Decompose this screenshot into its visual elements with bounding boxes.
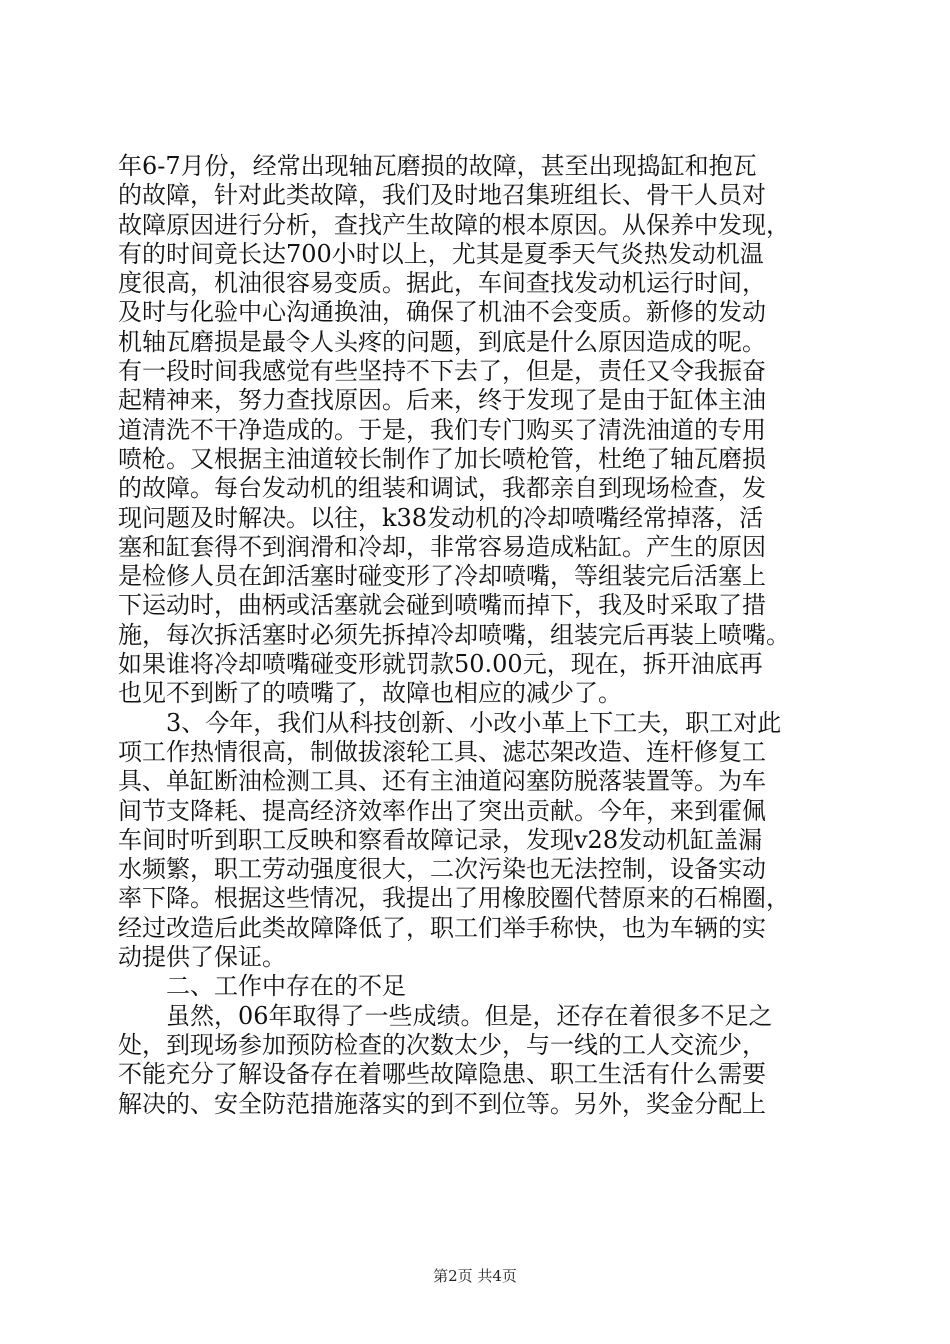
- text-line: 二、工作中存在的不足: [118, 972, 406, 1001]
- body-text: [118, 152, 838, 1119]
- text-line: 间节支降耗、提高经济效率作出了突出贡献。今年，来到霍佩: [118, 796, 766, 825]
- text-line: 不能充分了解设备存在着哪些故障隐患、职工生活有什么需要: [118, 1060, 766, 1089]
- text-line: 的故障。每台发动机的组装和调试，我都亲自到现场检查，发: [118, 474, 766, 503]
- text-line: 及时与化验中心沟通换油，确保了机油不会变质。新修的发动: [118, 298, 766, 327]
- text-line: 年6-7月份，经常出现轴瓦磨损的故障，甚至出现捣缸和抱瓦: [118, 152, 757, 180]
- text-line: 下运动时，曲柄或活塞就会碰到喷嘴而掉下，我及时采取了措: [118, 591, 766, 620]
- text-line: 机轴瓦磨损是最令人头疼的问题，到底是什么原因造成的呢。: [118, 327, 766, 356]
- text-line: 有的时间竟长达700小时以上，尤其是夏季天气炎热发动机温: [118, 239, 764, 268]
- page-footer: 第2页 共4页: [433, 1267, 517, 1285]
- text-line: 度很高，机油很容易变质。据此，车间查找发动机运行时间，: [118, 269, 766, 298]
- text-line: 动提供了保证。: [118, 943, 286, 972]
- text-line: 现问题及时解决。以往，k38发动机的冷却喷嘴经常掉落，活: [118, 503, 764, 532]
- text-line: 解决的、安全防范措施落实的到不到位等。另外，奖金分配上: [118, 1089, 766, 1118]
- text-line: 处，到现场参加预防检查的次数太少，与一线的工人交流少，: [118, 1030, 766, 1059]
- text-line: 水频繁，职工劳动强度很大，二次污染也无法控制，设备实动: [118, 855, 766, 884]
- text-line: 3、今年，我们从科技创新、小改小革上下工夫，职工对此: [118, 708, 782, 737]
- text-line: 具、单缸断油检测工具、还有主油道闷塞防脱落装置等。为车: [118, 767, 766, 796]
- text-line: 如果谁将冷却喷嘴碰变形就罚款50.00元，现在，拆开油底再: [118, 650, 763, 679]
- text-line: 经过改造后此类故障降低了，职工们举手称快，也为车辆的实: [118, 913, 766, 942]
- text-line: 施，每次拆活塞时必须先拆掉冷却喷嘴，组装完后再装上喷嘴。: [118, 620, 790, 649]
- text-line: 塞和缸套得不到润滑和冷却，非常容易造成粘缸。产生的原因: [118, 532, 766, 561]
- text-line: 也见不到断了的喷嘴了，故障也相应的减少了。: [118, 679, 622, 708]
- text-line: 项工作热情很高，制做拔滚轮工具、滤芯架改造、连杆修复工: [118, 737, 766, 766]
- text-line: 有一段时间我感觉有些坚持不下去了，但是，责任又令我振奋: [118, 357, 766, 386]
- text-line: 道清洗不干净造成的。于是，我们专门购买了清洗油道的专用: [118, 415, 766, 444]
- text-line: 率下降。根据这些情况，我提出了用橡胶圈代替原来的石棉圈，: [118, 884, 790, 913]
- text-line: 的故障，针对此类故障，我们及时地召集班组长、骨干人员对: [118, 181, 766, 210]
- text-line: 是检修人员在卸活塞时碰变形了冷却喷嘴，等组装完后活塞上: [118, 562, 766, 591]
- text-line: 车间时听到职工反映和察看故障记录，发现v28发动机缸盖漏: [118, 825, 763, 854]
- text-line: 虽然，06年取得了一些成绩。但是，还存在着很多不足之: [118, 1001, 773, 1030]
- text-line: 故障原因进行分析，查找产生故障的根本原因。从保养中发现，: [118, 210, 790, 239]
- text-line: 喷枪。又根据主油道较长制作了加长喷枪管，杜绝了轴瓦磨损: [118, 444, 766, 473]
- text-line: 起精神来，努力查找原因。后来，终于发现了是由于缸体主油: [118, 386, 766, 415]
